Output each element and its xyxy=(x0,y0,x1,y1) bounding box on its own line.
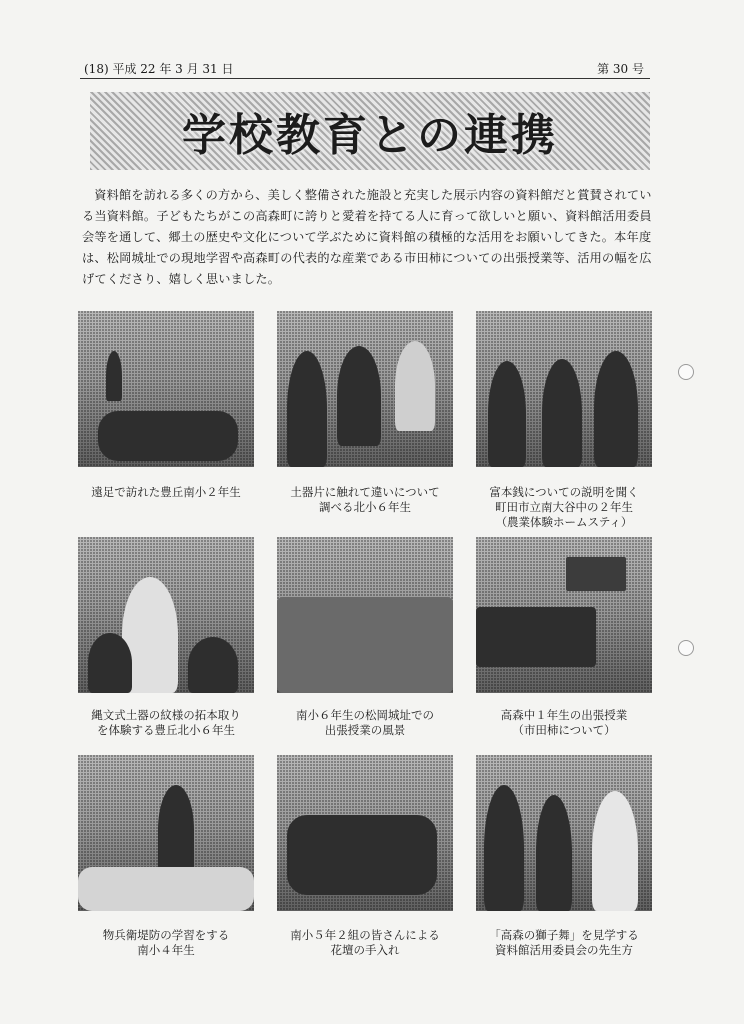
page-header xyxy=(80,58,650,79)
intro-paragraph: 資料館を訪れる多くの方から、美しく整備された施設と充実した展示内容の資料館だと賞賛されている当資料館。子どもたちがこの高森町に誇りと愛着を持てる人に育って欲しいと願い、資料館活用委員会等を通して、郷土の歴史や文化について学ぶために資料館の積極的な活用をお願いしてきた。本年度は、松岡城址での現地学習や高森町の代表的な産業である市田柿についての出張授業等、活用の幅を広げてくださり、嬉しく思いました。 xyxy=(82,188,652,286)
caption-2: 土器片に触れて違いについて 調べる北小６年生 xyxy=(290,485,440,514)
photo-1 xyxy=(78,311,254,467)
photo-7 xyxy=(78,755,254,911)
caption-8: 南小５年２組の皆さんによる 花壇の手入れ xyxy=(290,928,440,957)
photo-9 xyxy=(476,755,652,911)
binder-hole-bottom xyxy=(678,640,694,656)
page-title: 学校教育との連携 xyxy=(182,110,558,161)
issue-date: (18) 平成 22 年 3 月 31 日 xyxy=(84,62,234,76)
title-banner xyxy=(90,92,650,170)
photo-4 xyxy=(78,537,254,693)
caption-5: 南小６年生の松岡城址での 出張授業の風景 xyxy=(296,708,434,737)
photo-6 xyxy=(476,537,652,693)
caption-7: 物兵衛堤防の学習をする 南小４年生 xyxy=(102,928,230,957)
photo-8 xyxy=(277,755,453,911)
binder-hole-top xyxy=(678,364,694,380)
caption-4: 縄文式土器の紋様の拓本取り を体験する豊丘北小６年生 xyxy=(91,708,241,737)
caption-3: 富本銭についての説明を聞く 町田市立南大谷中の２年生 （農業体験ホームスティ） xyxy=(489,485,639,529)
photo-3 xyxy=(476,311,652,467)
issue-number: 第 30 号 xyxy=(597,62,644,76)
photo-5 xyxy=(277,537,453,693)
photo-2 xyxy=(277,311,453,467)
caption-1: 遠足で訪れた豊丘南小２年生 xyxy=(91,485,241,499)
caption-6: 高森中１年生の出張授業 （市田柿について） xyxy=(500,708,628,737)
caption-9: 「高森の獅子舞」を見学する 資料館活用委員会の先生方 xyxy=(489,928,639,957)
